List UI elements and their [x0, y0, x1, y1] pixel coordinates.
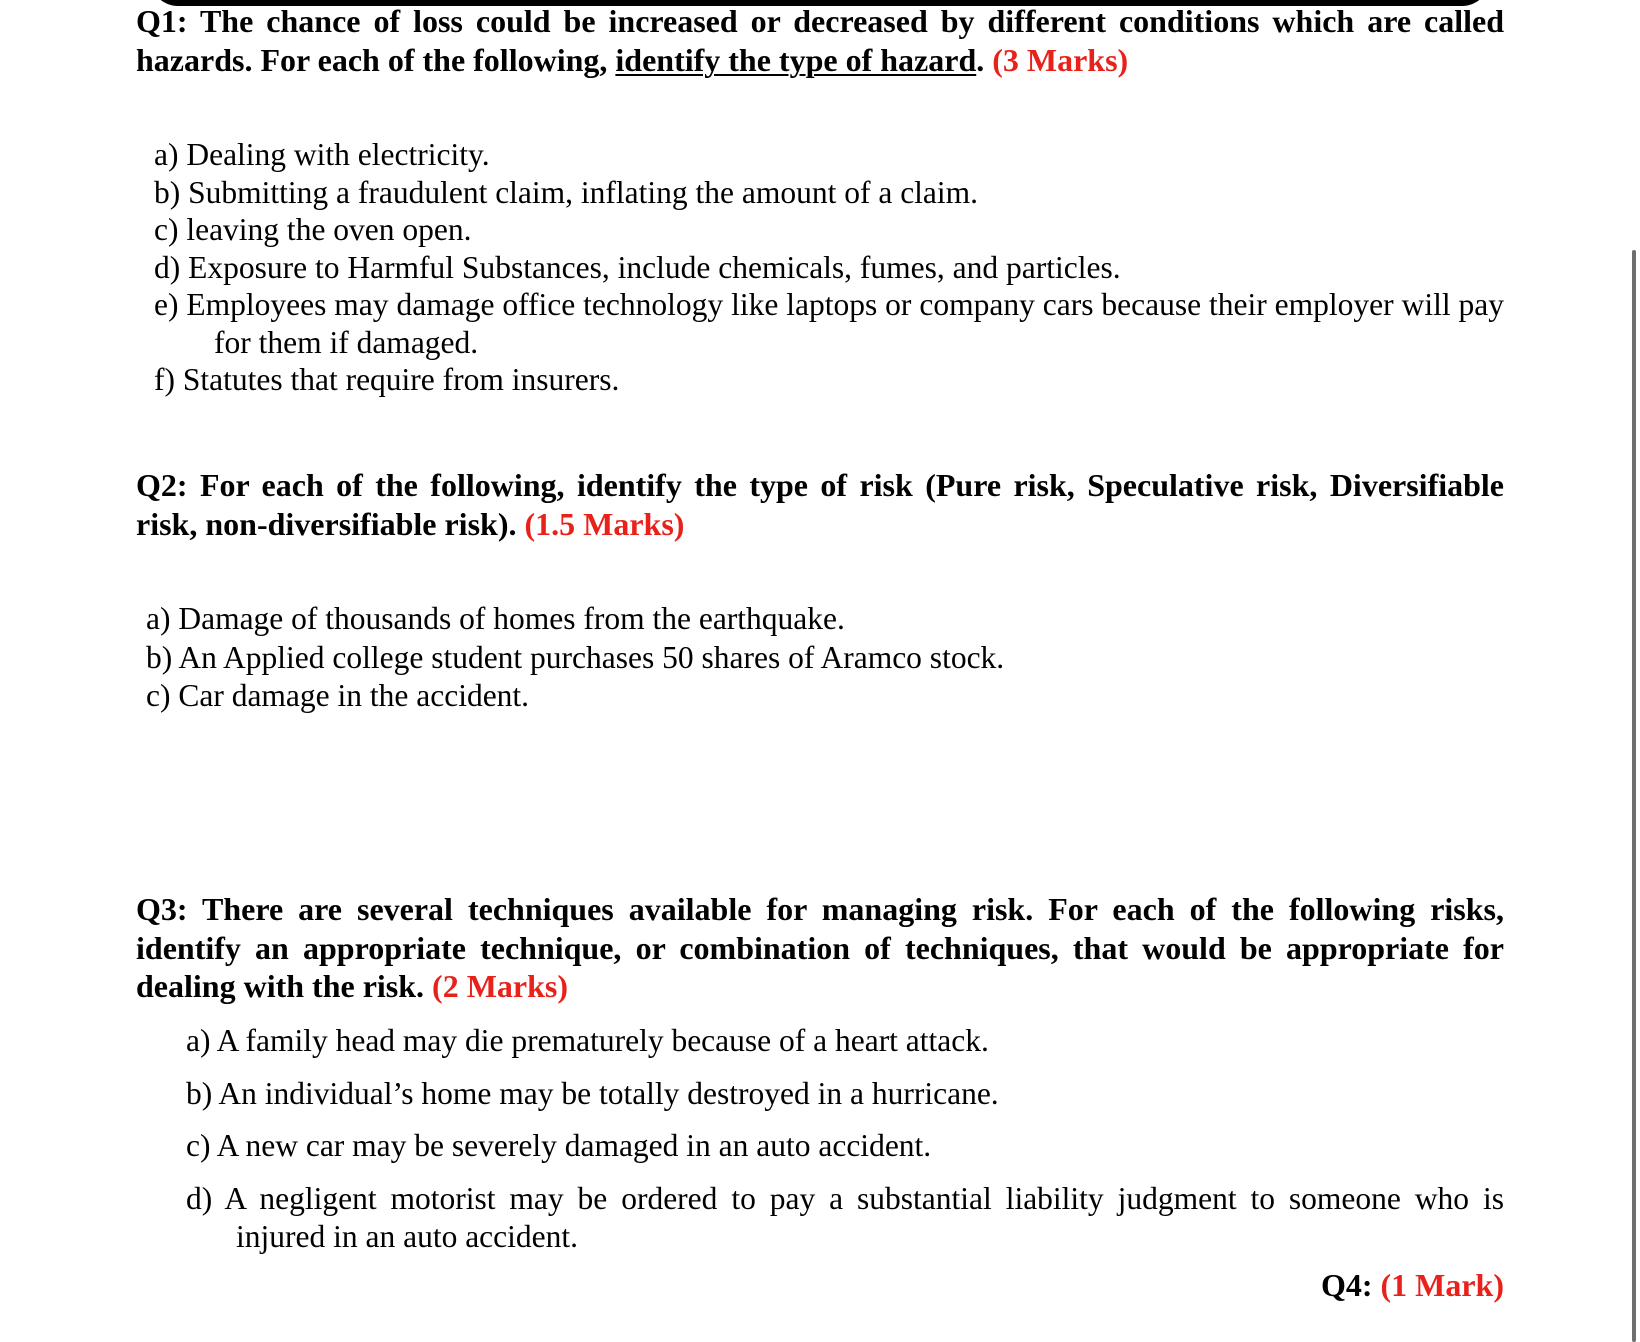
q4-marks: (1 Mark) [1380, 1267, 1504, 1303]
list-item [146, 600, 1504, 639]
q3-item-c: c) A new car may be severely damaged in an auto accident. [186, 1128, 932, 1163]
q2-item-b: b) An Applied college student purchases 50 shares of Aramco stock. [146, 639, 1005, 675]
list-item [186, 1127, 1504, 1166]
q1-heading-text: Q1: The chance of loss could be increased or decreased by different conditions which are called hazards. For each of the following, [136, 3, 1504, 78]
list-item [146, 639, 1504, 678]
q3-list [186, 1022, 1504, 1257]
q1-item-d: d) Exposure to Harmful Substances, include chemicals, fumes, and particles. [154, 249, 1121, 285]
q1-item-e: e) Employees may damage office technology like laptops or company cars because their employer will pay for them if damaged. [154, 287, 1504, 360]
scrollbar[interactable] [1632, 250, 1636, 1342]
q2-marks: (1.5 Marks) [524, 505, 685, 542]
q1-heading-period: . [976, 41, 993, 78]
q3-heading [136, 890, 1504, 1006]
q1-heading [136, 2, 1504, 79]
q3-item-b: b) An individual’s home may be totally destroyed in a hurricane. [186, 1075, 999, 1111]
q2-heading [136, 466, 1504, 543]
list-item [154, 174, 1504, 212]
list-item [154, 286, 1504, 361]
list-item [186, 1075, 1504, 1114]
q2-item-c: c) Car damage in the accident. [146, 678, 530, 713]
q1-item-c: c) leaving the oven open. [154, 212, 472, 247]
q1-list [154, 136, 1504, 399]
q3-item-a: a) A family head may die prematurely because of a heart attack. [186, 1023, 989, 1058]
list-item [154, 211, 1504, 249]
list-item [186, 1180, 1504, 1257]
q3-marks: (2 Marks) [432, 968, 568, 1004]
q4-label: Q4: [1320, 1267, 1381, 1303]
list-item [146, 677, 1504, 716]
q3-heading-text: Q3: There are several techniques available for managing risk. For each of the following risks, identify an appropriate technique, or combination of techniques, that would be appropriate for dealing with the risk. [136, 891, 1504, 1004]
q1-item-f: f) Statutes that require from insurers. [154, 362, 620, 397]
q2-item-a: a) Damage of thousands of homes from the earthquake. [146, 601, 845, 636]
list-item [154, 361, 1504, 399]
q4-heading [1321, 1266, 1504, 1304]
q1-heading-underlined: identify the type of hazard [615, 41, 977, 78]
q2-heading-text: Q2: For each of the following, identify the type of risk (Pure risk, Speculative risk, Diversifiable risk, non-diversifiable risk). [136, 467, 1504, 542]
list-item [186, 1022, 1504, 1061]
list-item [154, 136, 1504, 174]
q1-marks: (3 Marks) [992, 41, 1129, 78]
q1-item-b: b) Submitting a fraudulent claim, inflating the amount of a claim. [154, 174, 979, 210]
q3-item-d: d) A negligent motorist may be ordered to pay a substantial liability judgment to someone who is injured in an auto accident. [186, 1180, 1504, 1254]
q2-list [146, 600, 1504, 716]
list-item [154, 249, 1504, 287]
q1-item-a: a) Dealing with electricity. [154, 137, 490, 172]
